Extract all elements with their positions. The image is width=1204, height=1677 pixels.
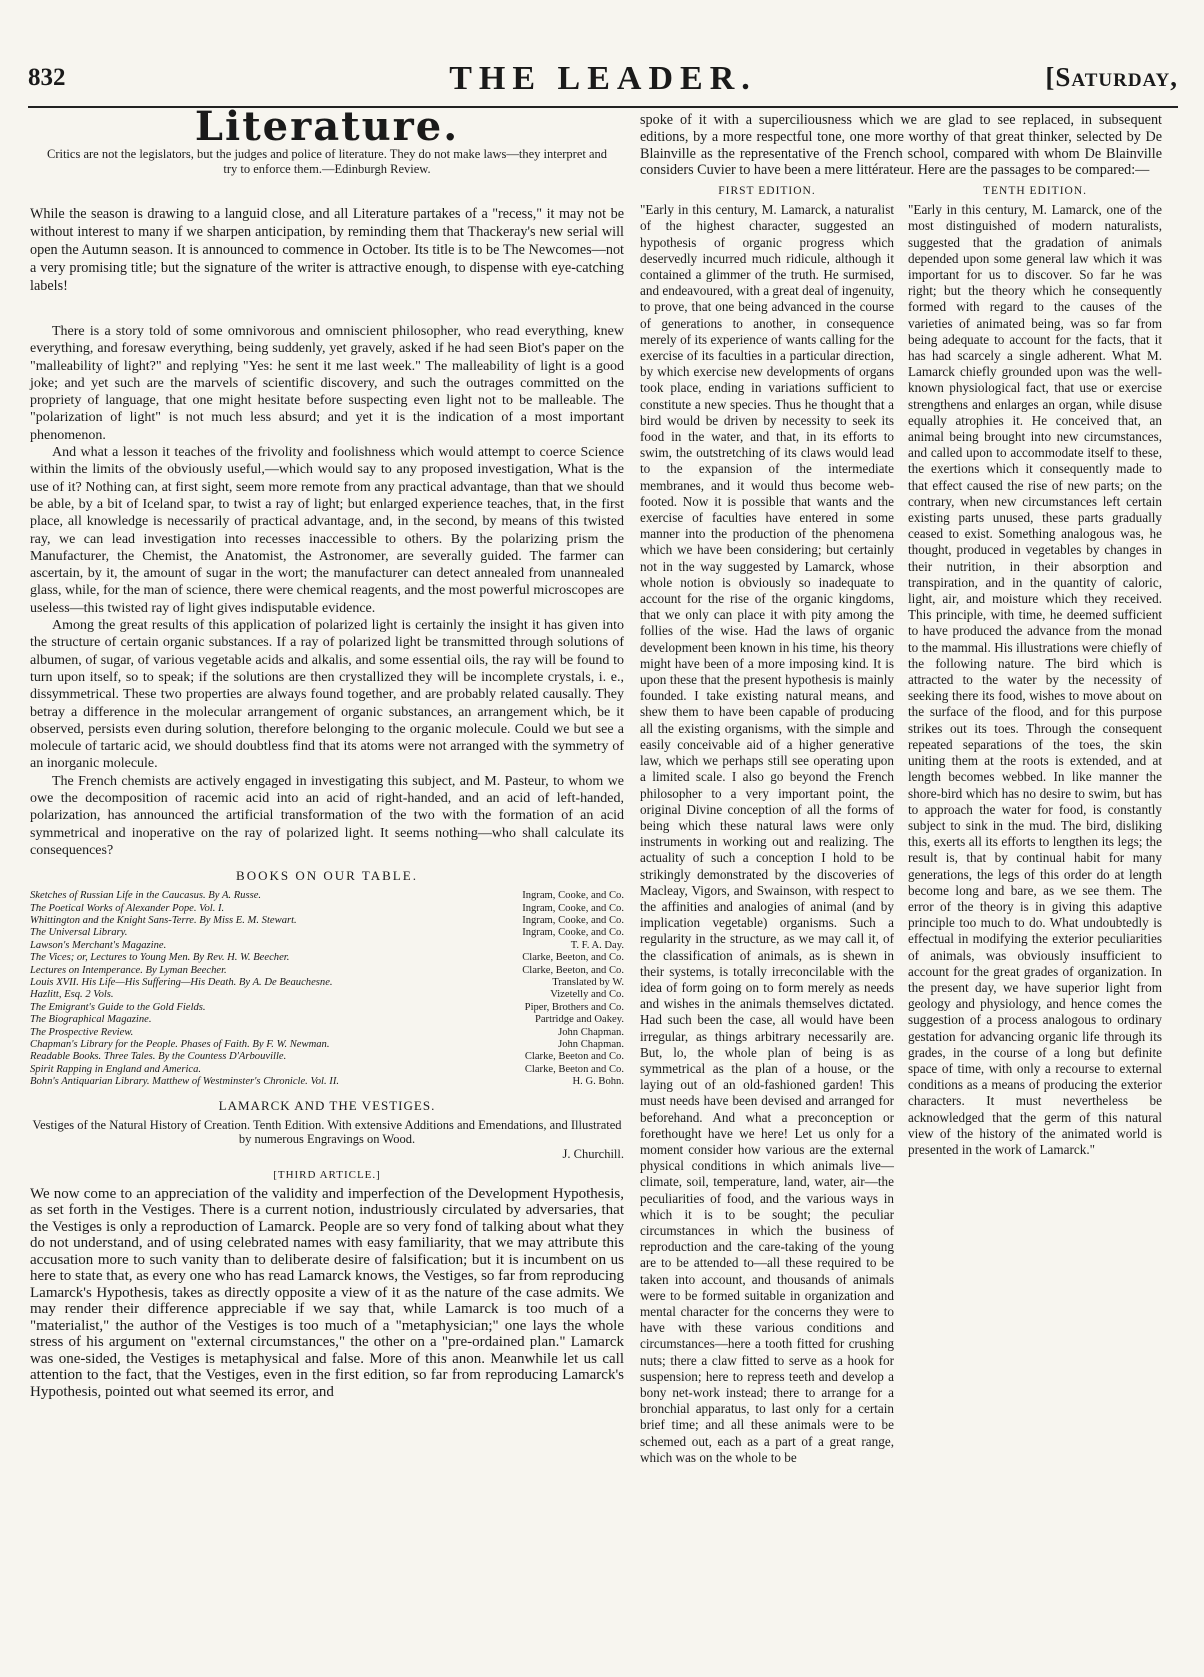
tenth-edition — [908, 183, 1162, 1466]
book-entry — [30, 965, 624, 977]
article-paragraph: And what a lesson it teaches of the frivolity and foolishness which would attempt to coerce Science within the limits of the obviously useful,—which would say to any proposed investigation, What is the use of it? Nothing can, at first sight, seem more remote from any practical advantage, than that we should be able, by a bit of Iceland spar, to twist a ray of light; but enlarged experience teaches, that, in the first place, all knowledge is necessarily of practical advantage, and, in the second, by means of this twisted ray, we can lead investigation into recesses inaccessible to others. By the polarizing prism the Manufacturer, the Chemist, the Anatomist, the Astronomer, are severally guided. The farmer can ascertain, by it, the amount of sugar in the wort; the manufacturer can detect annealed from unannealed glass, while, for the man of science, there were chemical reagents, and the most powerful microscopes are useless—this twisted ray of light gives indisputable evidence. — [30, 445, 624, 616]
book-title: Lawson's Merchant's Magazine. — [30, 939, 167, 951]
edition-comparison — [640, 183, 1162, 1466]
review-publisher: J. Churchill. — [562, 1146, 624, 1161]
book-publisher: Partridge and Oakey. — [534, 1014, 624, 1026]
article-label: [THIRD ARTICLE.] — [273, 1168, 381, 1181]
book-entry — [30, 952, 624, 964]
article-paragraph: There is a story told of some omnivorous and omniscient philosopher, who read everything, knew everything, and foresaw everything, being suddenly, yet gravely, asked if he had seen Biot's paper on the "malleability of light?" and replying "Yes: he sent it me last week." The malleability of light is a good joke; and yet such are the marvels of scientific discovery, and such the outrages committed on the propriety of language, that one might hesitate before suspecting even light not to be malleable. The "polarization of light" is not much less absurd; and yet it is the indication of a most important phenomenon. — [30, 324, 624, 443]
book-publisher: Translated by W. — [552, 977, 624, 989]
review-heading: LAMARCK AND THE VESTIGES. — [218, 1097, 436, 1113]
book-publisher: Vizetelly and Co. — [550, 989, 624, 1001]
book-publisher: John Chapman. — [558, 1026, 624, 1038]
article-paragraph: The French chemists are actively engaged in investigating this subject, and M. Pasteur, to whom we owe the decomposition of racemic acid into an acid of right-handed, and an acid of left-handed, polarization, has announced the artificial transformation of the two with the formation of an acid symmetrical and inoperative on the ray of polarized light. It seems nothing—who shall calculate its consequences? — [30, 773, 624, 858]
book-title: Readable Books. Three Tales. By the Countess D'Arbouville. — [30, 1051, 287, 1063]
book-entry — [30, 1027, 624, 1039]
book-publisher: T. F. A. Day. — [570, 939, 624, 951]
book-title: Hazlitt, Esq. 2 Vols. — [30, 989, 114, 1001]
book-publisher: Piper, Brothers and Co. — [524, 1001, 624, 1013]
book-publisher: Ingram, Cooke, and Co. — [522, 927, 624, 939]
book-entry — [30, 927, 624, 939]
book-entry — [30, 915, 624, 927]
page-header — [28, 58, 1178, 106]
book-entry — [30, 1014, 624, 1026]
tenth-edition-text: "Early in this century, M. Lamarck, one of the most distinguished of modern naturalists, suggested that the gradation of animals depended upon some general law which it was important for us to discover. So far he was right; but the theory which he consequently formed with regard to the causes of the varieties of animated being, was so far from being adequate to account for the facts, that it has had scarcely a single adherent. What M. Lamarck chiefly grounded upon was the well-known physiological fact, that use or exercise strengthens and enlarges an organ, while disuse equally atrophies it. He conceived that, an animal being brought into new circumstances, and called upon to accommodate itself to these, the exertions which it consequently made to that effect caused the rise of new parts; on the contrary, when new circumstances left certain existing parts unused, these parts gradually ceased to exist. Something analogous was, he thought, produced in vegetables by changes in their nutrition, in their absorption and transpiration, and in the quantity of caloric, light, air, and moisture which they received. This principle, with time, he deemed sufficient to have produced the advance from the monad to the mammal. His illustrations were chiefly of the following nature. The bird which is attracted to the water by the necessity of seeking there its food, wishes to move about on the surface of the flood, and for this purpose strikes out its toes. Through the consequent repeated separations of the toes, the skin uniting them at the roots is extended, and at length becomes webbed. In like manner the shore-bird which has no desire to swim, but has to approach the water for food, is constantly subject to sink in the mud. The bird, disliking this, exerts all its efforts to lengthen its legs; the result is, that by continual habit for many generations, the legs of this order do at length become long and bare, as we see them. The error of the theory is in giving this adaptive principle too much to do. What undoubtedly is effectual in modifying the exterior peculiarities of animals, was obviously insufficient to account for the great grades of organization. In the present day, we have superior light from geology and physiology, and hence comes the suggestion of a process analogous to ordinary gestation for advancing organic life through its grades, in the course of a long but definite space of time, with only a recourse to external conditions as a means of producing the exterior characters. It must nevertheless be acknowledged that the germ of this natural view of the history of the animated world is presented in the work of Lamarck." — [908, 202, 1162, 1157]
book-publisher: H. G. Bohn. — [572, 1076, 624, 1088]
review-subtitle: Vestiges of the Natural History of Creation. Tenth Edition. With extensive Additions and Emendations, and Illustrated by numerous Engravings on Wood. — [32, 1117, 622, 1146]
review-paragraph: We now come to an appreciation of the validity and imperfection of the Development Hypothesis, as set forth in the Vestiges. There is a current notion, industriously circulated by adversaries, that the Vestiges is only a reproduction of Lamarck. People are so very fond of talking about what they do not understand, and of using celebrated names with easy familiarity, that we may attribute this accusation more to such vanity than to deliberate desire of falsification; but it is incumbent on us here to state that, as every one who has read Lamarck knows, the Vestiges, so far from reproducing Lamarck's Hypothesis, takes as directly opposite a view of it as the nature of the case admits. We may render their difference appreciable if we say that, while Lamarck is too much of a "materialist," the author of the Vestiges is too much of a "metaphysician;" one lays the whole stress of his argument on "external circumstances," the other on a "pre-ordained plan." Lamarck was one-sided, the Vestiges is metaphysical and false. More of this anon. Meanwhile let us call attention to the fact, that the Vestiges, even in the first edition, so far from reproducing Lamarck's Hypothesis, pointed out what seemed its error, and — [30, 1185, 624, 1400]
book-entry — [30, 1039, 624, 1051]
book-publisher: Ingram, Cooke, and Co. — [522, 890, 624, 902]
books-heading: BOOKS ON OUR TABLE. — [236, 868, 418, 884]
header-day: [Saturday, — [1045, 62, 1178, 92]
book-title: Chapman's Library for the People. Phases of Faith. By F. W. Newman. — [30, 1039, 330, 1051]
book-title: The Emigrant's Guide to the Gold Fields. — [30, 1001, 206, 1013]
column-right — [640, 112, 1162, 1466]
book-title: The Poetical Works of Alexander Pope. Vol. I. — [30, 902, 225, 914]
first-edition-heading: FIRST EDITION. — [718, 185, 816, 198]
book-title: The Biographical Magazine. — [30, 1014, 152, 1026]
article-paragraph: Among the great results of this application of polarized light is certainly the insight it has given into the structure of certain organic substances. If a ray of polarized light be transmitted through solutions of albumen, of sugar, of various vegetable acids and alkalis, and some essential oils, the ray will be found to turn upon itself, so to speak; if the solutions are then crystallized they will be incomplete crystals, i. e., dissymmetrical. These two properties are always found together, and are probably related causally. They betray a difference in the molecular arrangement of organic substances, an arrangement which, be it observed, persists even during solution, therefore belonging to the organic molecule. Could we but see a molecule of tartaric acid, we should doubtless find that its atoms were not arranged with the symmetry of an inorganic molecule. — [30, 618, 624, 772]
book-title: The Prospective Review. — [30, 1026, 134, 1038]
book-title: Spirit Rapping in England and America. — [30, 1063, 202, 1075]
book-publisher: Clarke, Beeton, and Co. — [522, 952, 624, 964]
book-title: Sketches of Russian Life in the Caucasus. By A. Russe. — [30, 890, 262, 902]
book-title: The Universal Library. — [30, 927, 128, 939]
page-number: 832 — [28, 64, 66, 91]
book-entry — [30, 903, 624, 915]
column-left — [30, 103, 624, 1400]
article-paragraph: While the season is drawing to a languid close, and all Literature partakes of a "recess," it may not be without interest to many if we sharpen anticipation, by reminding them that Thackeray's new serial will open the Autumn season. It is announced to commence in October. Its title is to be The Newcomes—not a very promising title; but the signature of the writer is attractive enough, to dispense with eye-catching labels! — [30, 206, 624, 294]
book-entry — [30, 1076, 624, 1088]
book-entry — [30, 890, 624, 902]
book-entry — [30, 940, 624, 952]
comparison-intro: spoke of it with a superciliousness which we are glad to see replaced, in subsequent editions, by a more respectful tone, one more worthy of that great thinker, selected by De Blainville as the representative of the French school, compared with whom De Blainville considers Cuvier to have been a mere littérateur. Here are the passages to be compared:— — [640, 112, 1162, 179]
masthead: THE LEADER. — [449, 60, 757, 97]
first-edition — [640, 183, 894, 1466]
book-publisher: Ingram, Cooke, and Co. — [522, 915, 624, 927]
book-publisher: John Chapman. — [558, 1039, 624, 1051]
book-publisher: Ingram, Cooke, and Co. — [522, 902, 624, 914]
book-title: The Vices; or, Lectures to Young Men. By Rev. H. W. Beecher. — [30, 952, 290, 964]
book-title: Lectures on Intemperance. By Lyman Beecher. — [30, 964, 227, 976]
book-entry — [30, 1064, 624, 1076]
epigraph: Critics are not the legislators, but the judges and police of literature. They do not make laws—they interpret and try to enforce them.—Edinburgh Review. — [46, 147, 608, 176]
book-entry — [30, 1002, 624, 1014]
book-entry — [30, 977, 624, 989]
book-title: Louis XVII. His Life—His Suffering—His Death. By A. De Beauchesne. — [30, 977, 333, 989]
section-title: Literature. — [194, 103, 460, 150]
tenth-edition-heading: TENTH EDITION. — [982, 185, 1088, 198]
book-entry — [30, 1051, 624, 1063]
book-publisher: Clarke, Beeton and Co. — [524, 1063, 624, 1075]
book-entry — [30, 989, 624, 1001]
book-publisher: Clarke, Beeton and Co. — [524, 1051, 624, 1063]
first-edition-text: "Early in this century, M. Lamarck, a naturalist of the highest character, suggested an hypothesis of organic progress which deservedly incurred much ridicule, although it contained a glimmer of the truth. He surmised, and endeavoured, with a great deal of ingenuity, to prove, that one being advanced in the course of generations to another, in consequence merely of its experience of wants calling for the exercise of its faculties in a particular direction, by which exercise new developments of organs took place, ending in variations sufficient to constitute a new species. Thus he thought that a bird would be driven by necessity to seek its food in the water, and that, in its efforts to swim, the outstretching of its claws would lead to the expansion of the intermediate membranes, and it would thus become web-footed. Now it is possible that wants and the exercise of faculties have entered in some manner into the production of the phenomena which we have been considering; but certainly not in the way suggested by Lamarck, whose whole notion is obviously so inadequate to account for the rise of the organic kingdoms, that we only can place it with pity among the follies of the wise. Had the laws of organic development been known in his time, his theory might have been of a more imposing kind. It is upon these that the present hypothesis is mainly founded. I take existing natural means, and shew them to have been capable of producing all the existing organisms, with the simple and easily conceivable aid of a higher generative law, which we perhaps still see operating upon a limited scale. I also go beyond the French philosopher to a very important point, the original Divine conception of all the forms of being which these natural laws were only instruments in working out and realizing. The actuality of such a conception I hold to be strikingly demonstrated by the discoveries of Macleay, Vigors, and Swainson, with respect to the affinities and analogies of animal (and by implication vegetable) organisms. Such a regularity in the structure, as we may call it, of the classification of animals, as is shewn in their systems, is totally irreconcilable with the idea of form going on to form merely as needs and wishes in the animals themselves dictated. Had such been the case, all would have been irregular, as things arbitrary necessarily are. But, lo, the whole plan of being is as symmetrical as the plan of a house, or the laying out of an old-fashioned garden! This must needs have been devised and arranged for beforehand. And what a preconception or forethought have we here! Let us only for a moment consider how various are the external physical conditions in which animals live—climate, soil, temperature, land, water, air—the peculiarities of food, and the various ways in which it is to be sought; the peculiar circumstances in which the business of reproduction and the care-taking of the young are to be attended to—all these required to be taken into account, and thousands of animals were to be formed suitable in organization and mental character for the concerns they were to have with these various conditions and circumstances—here a tooth fitted for crushing nuts; there a claw fitted to serve as a hook for suspension; here to repress teeth and develop a bony net-work instead; there to arrange for a bronchial apparatus, to last only for a certain brief time; and all these animals were to be schemed out, each as a part of a great range, which was on the whole to be — [640, 202, 894, 1465]
book-publisher: Clarke, Beeton, and Co. — [522, 964, 624, 976]
book-title: Whittington and the Knight Sans-Terre. By Miss E. M. Stewart. — [30, 915, 297, 927]
book-title: Bohn's Antiquarian Library. Matthew of Westminster's Chronicle. Vol. II. — [30, 1076, 340, 1088]
books-list — [30, 890, 624, 1089]
